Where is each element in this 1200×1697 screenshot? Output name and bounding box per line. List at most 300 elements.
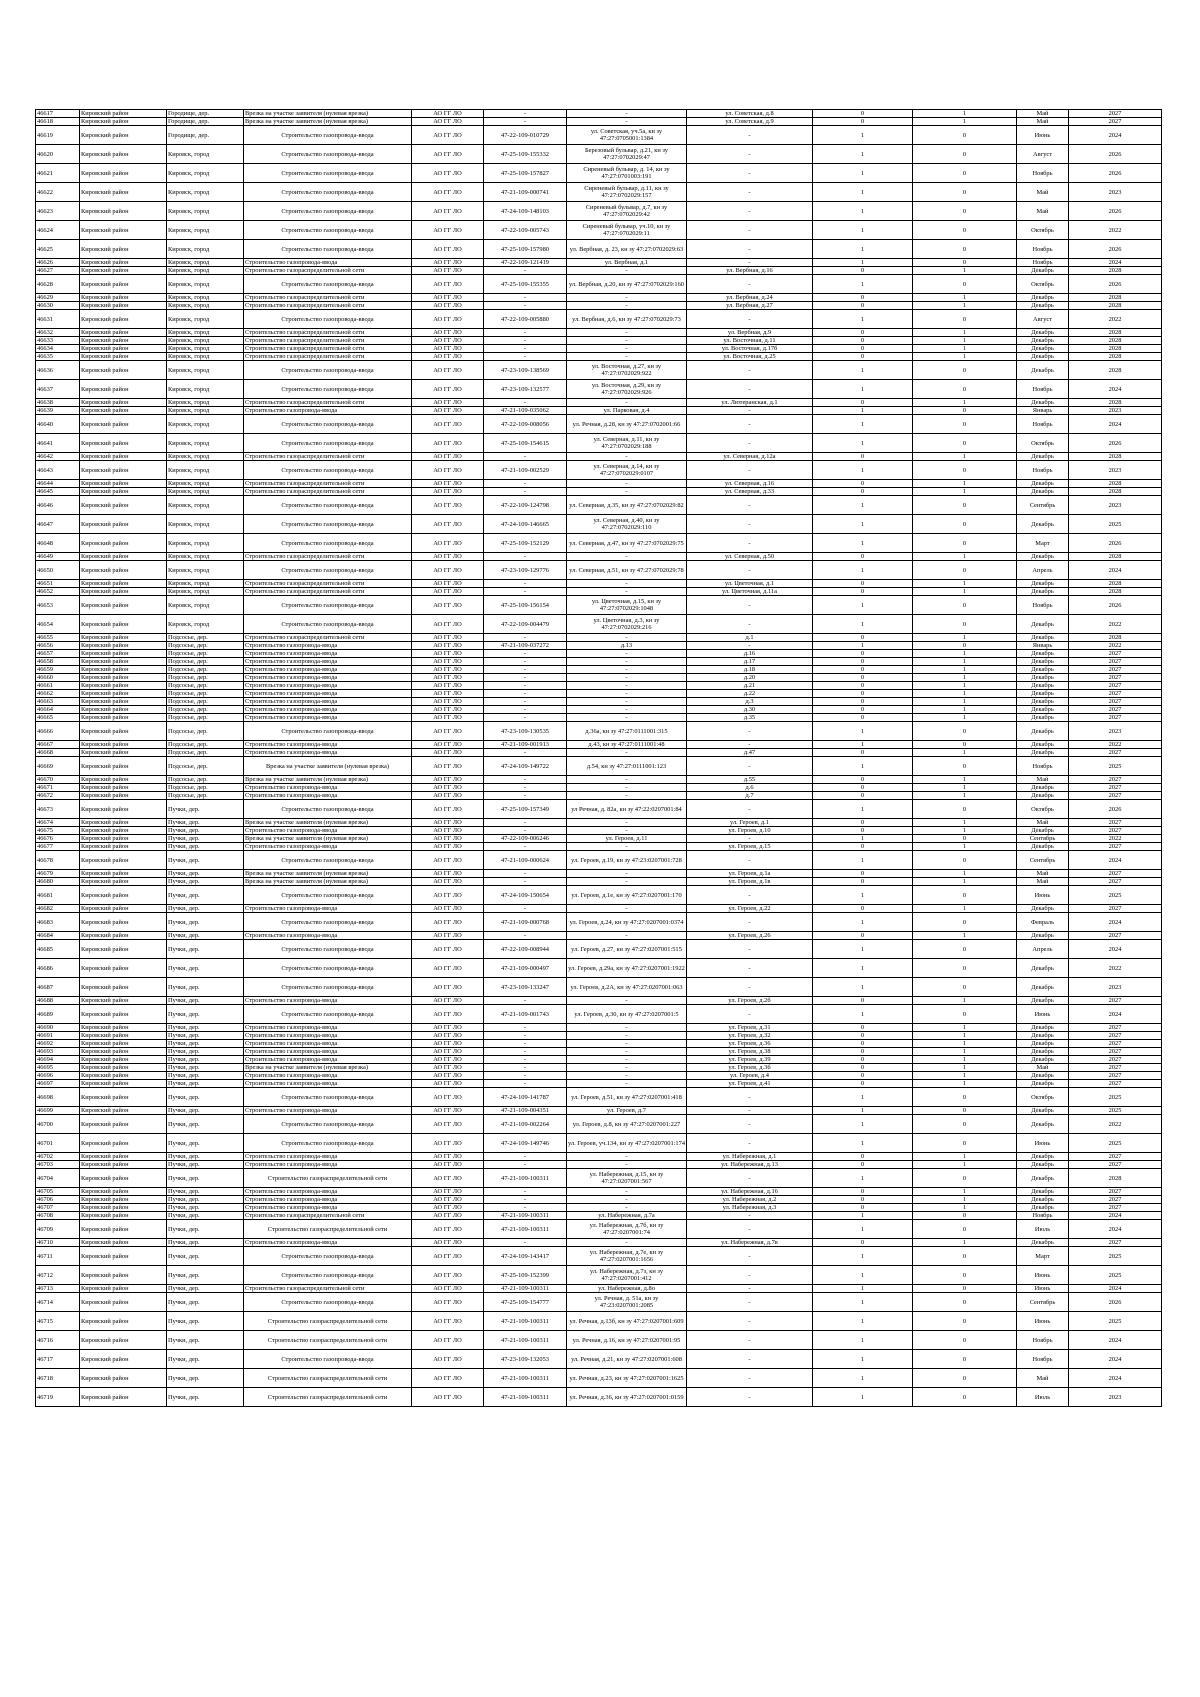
cell-street-address: - xyxy=(687,978,813,997)
cell-month: Май xyxy=(1017,819,1069,827)
cell-cadastral-address: ул. Героев, д.7 xyxy=(567,1107,687,1115)
cell-organization: АО ГГ ЛО xyxy=(412,959,484,978)
cell-organization: АО ГГ ЛО xyxy=(412,835,484,843)
cell-application-number: 47-24-109-150654 xyxy=(484,886,567,905)
cell-application-number: - xyxy=(484,1048,567,1056)
cell-locality: Кировск, город xyxy=(167,461,244,480)
cell-locality: Пучки, дер. xyxy=(167,827,244,835)
cell-locality: Подсосье, дер. xyxy=(167,792,244,800)
cell-count-a: 0 xyxy=(813,776,913,784)
cell-count-a: 1 xyxy=(813,642,913,650)
document-page xyxy=(35,109,1161,1407)
cell-count-a: 0 xyxy=(813,698,913,706)
cell-district: Кировский район xyxy=(80,415,167,434)
cell-count-b: 1 xyxy=(913,1032,1017,1040)
cell-work-type: Строительство газопровода-ввода xyxy=(244,275,412,294)
cell-organization: АО ГГ ЛО xyxy=(412,1188,484,1196)
cell-work-type: Строительство газопровода-ввода xyxy=(244,534,412,553)
cell-organization: АО ГГ ЛО xyxy=(412,380,484,399)
cell-count-a: 1 xyxy=(813,1220,913,1239)
cell-cadastral-address: ул. Героев, д.8, кн зу 47:27:0207001:227 xyxy=(567,1115,687,1134)
cell-year: 2027 xyxy=(1069,1040,1162,1048)
cell-work-type: Строительство газопровода-ввода xyxy=(244,1204,412,1212)
table-row xyxy=(36,932,1162,940)
cell-organization: АО ГГ ЛО xyxy=(412,596,484,615)
cell-count-b: 1 xyxy=(913,749,1017,757)
cell-organization: АО ГГ ЛО xyxy=(412,1032,484,1040)
cell-row-number: 46699 xyxy=(36,1107,80,1115)
cell-count-a: 1 xyxy=(813,1331,913,1350)
cell-count-a: 0 xyxy=(813,827,913,835)
cell-row-number: 46677 xyxy=(36,843,80,851)
cell-month: Апрель xyxy=(1017,561,1069,580)
cell-cadastral-address: ул. Набережная, д.7е, кн зу 47:27:0207001:1656 xyxy=(567,1247,687,1266)
cell-district: Кировский район xyxy=(80,275,167,294)
cell-month: Октябрь xyxy=(1017,800,1069,819)
cell-count-b: 0 xyxy=(913,1088,1017,1107)
cell-count-a: 0 xyxy=(813,1056,913,1064)
cell-organization: АО ГГ ЛО xyxy=(412,496,484,515)
table-row xyxy=(36,1024,1162,1032)
cell-application-number: 47-23-109-129776 xyxy=(484,561,567,580)
cell-work-type: Строительство газопровода-ввода xyxy=(244,1134,412,1153)
cell-cadastral-address: - xyxy=(567,353,687,361)
cell-count-a: 0 xyxy=(813,1080,913,1088)
cell-application-number: 47-22-109-121419 xyxy=(484,259,567,267)
cell-application-number: 47-25-109-154615 xyxy=(484,434,567,453)
cell-application-number: 47-21-109-000624 xyxy=(484,851,567,870)
table-row xyxy=(36,843,1162,851)
cell-street-address: - xyxy=(687,461,813,480)
cell-month: Декабрь xyxy=(1017,792,1069,800)
cell-locality: Пучки, дер. xyxy=(167,959,244,978)
cell-application-number: 47-24-109-148103 xyxy=(484,202,567,221)
cell-year: 2023 xyxy=(1069,407,1162,415)
cell-row-number: 46680 xyxy=(36,878,80,886)
cell-locality: Пучки, дер. xyxy=(167,1169,244,1188)
cell-locality: Пучки, дер. xyxy=(167,1293,244,1312)
cell-cadastral-address: - xyxy=(567,932,687,940)
cell-work-type: Строительство газопровода-ввода xyxy=(244,1040,412,1048)
cell-count-b: 1 xyxy=(913,1024,1017,1032)
cell-district: Кировский район xyxy=(80,1188,167,1196)
cell-count-b: 0 xyxy=(913,1005,1017,1024)
cell-count-a: 1 xyxy=(813,1107,913,1115)
cell-count-b: 1 xyxy=(913,706,1017,714)
cell-locality: Подсосье, дер. xyxy=(167,714,244,722)
cell-count-a: 0 xyxy=(813,553,913,561)
cell-work-type: Строительство газопровода-ввода xyxy=(244,650,412,658)
cell-street-address: ул. Советская, д.9 xyxy=(687,118,813,126)
cell-year: 2028 xyxy=(1069,361,1162,380)
cell-month: Декабрь xyxy=(1017,488,1069,496)
cell-organization: АО ГГ ЛО xyxy=(412,1293,484,1312)
cell-application-number: 47-23-109-130535 xyxy=(484,722,567,741)
cell-district: Кировский район xyxy=(80,674,167,682)
table-row xyxy=(36,1331,1162,1350)
cell-cadastral-address: - xyxy=(567,337,687,345)
cell-street-address: ул. Набережная, д.3 xyxy=(687,1204,813,1212)
cell-street-address: ул. Героев, д.3б xyxy=(687,1064,813,1072)
cell-count-b: 0 xyxy=(913,1331,1017,1350)
cell-street-address: - xyxy=(687,741,813,749)
table-row xyxy=(36,1064,1162,1072)
cell-month: Декабрь xyxy=(1017,959,1069,978)
cell-application-number: - xyxy=(484,1064,567,1072)
cell-year: 2025 xyxy=(1069,1312,1162,1331)
cell-locality: Пучки, дер. xyxy=(167,843,244,851)
cell-locality: Пучки, дер. xyxy=(167,997,244,1005)
cell-year: 2024 xyxy=(1069,940,1162,959)
cell-month: Декабрь xyxy=(1017,1153,1069,1161)
cell-work-type: Строительство газопровода-ввода xyxy=(244,706,412,714)
cell-organization: АО ГГ ЛО xyxy=(412,1134,484,1153)
cell-work-type: Строительство газораспределительной сети xyxy=(244,353,412,361)
cell-locality: Городище, дер. xyxy=(167,126,244,145)
cell-year: 2023 xyxy=(1069,978,1162,997)
table-row xyxy=(36,1072,1162,1080)
cell-street-address: ул. Набережная, д.13 xyxy=(687,1161,813,1169)
cell-locality: Кировск, город xyxy=(167,615,244,634)
table-row xyxy=(36,275,1162,294)
cell-year: 2027 xyxy=(1069,1153,1162,1161)
cell-locality: Подсосье, дер. xyxy=(167,722,244,741)
cell-application-number: - xyxy=(484,302,567,310)
cell-count-b: 0 xyxy=(913,275,1017,294)
cell-count-b: 0 xyxy=(913,741,1017,749)
cell-locality: Городище, дер. xyxy=(167,118,244,126)
table-row xyxy=(36,1169,1162,1188)
cell-district: Кировский район xyxy=(80,1056,167,1064)
cell-count-a: 1 xyxy=(813,959,913,978)
cell-count-b: 1 xyxy=(913,1064,1017,1072)
cell-locality: Кировск, город xyxy=(167,580,244,588)
cell-cadastral-address: ул. Вербная, д.6, кн зу 47:27:0702029:73 xyxy=(567,310,687,329)
cell-cadastral-address: - xyxy=(567,1196,687,1204)
cell-row-number: 46682 xyxy=(36,905,80,913)
cell-year: 2026 xyxy=(1069,1293,1162,1312)
cell-work-type: Врезка на участке заявителя (нулевая врезка) xyxy=(244,776,412,784)
cell-row-number: 46681 xyxy=(36,886,80,905)
cell-year: 2023 xyxy=(1069,461,1162,480)
cell-application-number: - xyxy=(484,932,567,940)
cell-district: Кировский район xyxy=(80,1064,167,1072)
cell-street-address: ул. Героев, д.1 xyxy=(687,819,813,827)
cell-application-number: 47-21-109-000497 xyxy=(484,959,567,978)
cell-locality: Пучки, дер. xyxy=(167,1285,244,1293)
cell-locality: Пучки, дер. xyxy=(167,1032,244,1040)
cell-application-number: - xyxy=(484,353,567,361)
cell-work-type: Строительство газопровода-ввода xyxy=(244,1072,412,1080)
cell-organization: АО ГГ ЛО xyxy=(412,310,484,329)
cell-street-address: ул. Героев, д.32 xyxy=(687,1032,813,1040)
cell-cadastral-address: - xyxy=(567,674,687,682)
cell-locality: Кировск, город xyxy=(167,399,244,407)
cell-street-address: д.17 xyxy=(687,658,813,666)
cell-street-address: ул. Героев, д.1в xyxy=(687,878,813,886)
cell-count-b: 1 xyxy=(913,1153,1017,1161)
cell-cadastral-address: - xyxy=(567,1204,687,1212)
cell-organization: АО ГГ ЛО xyxy=(412,722,484,741)
cell-cadastral-address: - xyxy=(567,827,687,835)
cell-row-number: 46617 xyxy=(36,110,80,118)
cell-row-number: 46694 xyxy=(36,1056,80,1064)
cell-street-address: - xyxy=(687,851,813,870)
cell-locality: Кировск, город xyxy=(167,329,244,337)
cell-cadastral-address: - xyxy=(567,784,687,792)
cell-count-b: 0 xyxy=(913,534,1017,553)
table-row xyxy=(36,183,1162,202)
cell-locality: Пучки, дер. xyxy=(167,1005,244,1024)
cell-month: Декабрь xyxy=(1017,1169,1069,1188)
table-row xyxy=(36,1107,1162,1115)
cell-year: 2022 xyxy=(1069,741,1162,749)
cell-year: 2025 xyxy=(1069,757,1162,776)
cell-district: Кировский район xyxy=(80,488,167,496)
cell-organization: АО ГГ ЛО xyxy=(412,1350,484,1369)
cell-work-type: Строительство газопровода-ввода xyxy=(244,1239,412,1247)
cell-month: Май xyxy=(1017,870,1069,878)
cell-year: 2027 xyxy=(1069,1080,1162,1088)
cell-district: Кировский район xyxy=(80,461,167,480)
cell-street-address: д.47 xyxy=(687,749,813,757)
table-row xyxy=(36,1350,1162,1369)
cell-work-type: Строительство газопровода-ввода xyxy=(244,741,412,749)
cell-count-a: 0 xyxy=(813,870,913,878)
cell-count-b: 1 xyxy=(913,1196,1017,1204)
cell-cadastral-address: ул. Набережная, д.7б, кн зу 47:27:0207001:74 xyxy=(567,1220,687,1239)
cell-street-address: - xyxy=(687,221,813,240)
cell-street-address: ул. Героев, д.10 xyxy=(687,827,813,835)
cell-work-type: Строительство газораспределительной сети xyxy=(244,399,412,407)
cell-year: 2028 xyxy=(1069,588,1162,596)
cell-street-address: ул. Героев, д.15 xyxy=(687,843,813,851)
cell-work-type: Строительство газопровода-ввода xyxy=(244,202,412,221)
cell-count-a: 0 xyxy=(813,997,913,1005)
cell-work-type: Строительство газопровода-ввода xyxy=(244,561,412,580)
table-row xyxy=(36,757,1162,776)
cell-row-number: 46652 xyxy=(36,588,80,596)
cell-application-number: 47-22-109-005743 xyxy=(484,221,567,240)
cell-district: Кировский район xyxy=(80,1212,167,1220)
cell-row-number: 46659 xyxy=(36,666,80,674)
cell-application-number: 47-21-109-100311 xyxy=(484,1212,567,1220)
cell-count-a: 0 xyxy=(813,488,913,496)
cell-count-a: 1 xyxy=(813,722,913,741)
cell-organization: АО ГГ ЛО xyxy=(412,488,484,496)
cell-count-a: 0 xyxy=(813,1204,913,1212)
cell-application-number: 47-22-109-124798 xyxy=(484,496,567,515)
cell-district: Кировский район xyxy=(80,1388,167,1407)
cell-organization: АО ГГ ЛО xyxy=(412,294,484,302)
cell-organization: АО ГГ ЛО xyxy=(412,1115,484,1134)
cell-count-a: 0 xyxy=(813,749,913,757)
cell-row-number: 46627 xyxy=(36,267,80,275)
cell-district: Кировский район xyxy=(80,515,167,534)
cell-count-a: 0 xyxy=(813,634,913,642)
cell-year: 2027 xyxy=(1069,666,1162,674)
cell-count-b: 0 xyxy=(913,183,1017,202)
cell-work-type: Строительство газопровода-ввода xyxy=(244,682,412,690)
cell-row-number: 46650 xyxy=(36,561,80,580)
cell-year: 2027 xyxy=(1069,706,1162,714)
cell-district: Кировский район xyxy=(80,145,167,164)
cell-count-a: 1 xyxy=(813,1169,913,1188)
table-row xyxy=(36,588,1162,596)
cell-work-type: Строительство газопровода-ввода xyxy=(244,1247,412,1266)
cell-month: Декабрь xyxy=(1017,588,1069,596)
cell-count-b: 1 xyxy=(913,1080,1017,1088)
cell-locality: Пучки, дер. xyxy=(167,1388,244,1407)
cell-street-address: - xyxy=(687,1266,813,1285)
cell-cadastral-address: ул. Вербная, д.1 xyxy=(567,259,687,267)
cell-application-number: 47-21-109-002529 xyxy=(484,461,567,480)
cell-street-address: - xyxy=(687,310,813,329)
table-row xyxy=(36,1239,1162,1247)
cell-organization: АО ГГ ЛО xyxy=(412,353,484,361)
cell-cadastral-address: - xyxy=(567,1040,687,1048)
cell-district: Кировский район xyxy=(80,757,167,776)
cell-count-a: 0 xyxy=(813,302,913,310)
cell-organization: АО ГГ ЛО xyxy=(412,461,484,480)
cell-year: 2028 xyxy=(1069,580,1162,588)
cell-application-number: 47-21-109-001743 xyxy=(484,1005,567,1024)
cell-cadastral-address: ул. Северная, д.51, кн зу 47:27:0702029:78 xyxy=(567,561,687,580)
cell-count-b: 0 xyxy=(913,415,1017,434)
cell-count-b: 1 xyxy=(913,345,1017,353)
cell-cadastral-address: - xyxy=(567,714,687,722)
cell-work-type: Строительство газораспределительной сети xyxy=(244,488,412,496)
table-row xyxy=(36,259,1162,267)
cell-work-type: Строительство газопровода-ввода xyxy=(244,1048,412,1056)
cell-locality: Пучки, дер. xyxy=(167,1247,244,1266)
cell-application-number: 47-21-109-000741 xyxy=(484,183,567,202)
table-body xyxy=(36,110,1162,1407)
cell-work-type: Строительство газопровода-ввода xyxy=(244,714,412,722)
cell-year: 2028 xyxy=(1069,267,1162,275)
cell-application-number: - xyxy=(484,118,567,126)
cell-street-address: д.22 xyxy=(687,690,813,698)
cell-year: 2027 xyxy=(1069,827,1162,835)
cell-month: Декабрь xyxy=(1017,741,1069,749)
cell-street-address: - xyxy=(687,561,813,580)
cell-organization: АО ГГ ЛО xyxy=(412,800,484,819)
cell-street-address: ул. Набережная, д.1 xyxy=(687,1153,813,1161)
cell-locality: Подсосье, дер. xyxy=(167,757,244,776)
cell-district: Кировский район xyxy=(80,1239,167,1247)
cell-count-a: 1 xyxy=(813,126,913,145)
cell-count-a: 1 xyxy=(813,534,913,553)
cell-month: Март xyxy=(1017,534,1069,553)
cell-count-b: 0 xyxy=(913,1212,1017,1220)
cell-row-number: 46702 xyxy=(36,1153,80,1161)
cell-street-address: - xyxy=(687,434,813,453)
cell-street-address: - xyxy=(687,1285,813,1293)
cell-row-number: 46666 xyxy=(36,722,80,741)
cell-row-number: 46687 xyxy=(36,978,80,997)
cell-row-number: 46664 xyxy=(36,706,80,714)
cell-work-type: Строительство газораспределительной сети xyxy=(244,1331,412,1350)
cell-street-address: ул. Лютеранская, д.1 xyxy=(687,399,813,407)
cell-work-type: Строительство газораспределительной сети xyxy=(244,453,412,461)
cell-cadastral-address: ул. Героев, д.30, кн зу 47:27:0207001:5 xyxy=(567,1005,687,1024)
cell-count-b: 0 xyxy=(913,835,1017,843)
cell-row-number: 46628 xyxy=(36,275,80,294)
cell-row-number: 46657 xyxy=(36,650,80,658)
cell-organization: АО ГГ ЛО xyxy=(412,183,484,202)
cell-district: Кировский район xyxy=(80,302,167,310)
cell-locality: Пучки, дер. xyxy=(167,878,244,886)
cell-street-address: ул. Северная, д.50 xyxy=(687,553,813,561)
cell-cadastral-address: ул. Восточная, д.29, кн зу 47:27:0702029:926 xyxy=(567,380,687,399)
cell-work-type: Строительство газопровода-ввода xyxy=(244,240,412,259)
cell-street-address: - xyxy=(687,407,813,415)
cell-street-address: - xyxy=(687,1388,813,1407)
cell-application-number: 47-21-109-100311 xyxy=(484,1369,567,1388)
cell-work-type: Врезка на участке заявителя (нулевая врезка) xyxy=(244,118,412,126)
cell-application-number: - xyxy=(484,329,567,337)
cell-locality: Пучки, дер. xyxy=(167,1153,244,1161)
cell-count-b: 1 xyxy=(913,302,1017,310)
cell-work-type: Строительство газопровода-ввода xyxy=(244,1188,412,1196)
cell-row-number: 46679 xyxy=(36,870,80,878)
cell-month: Июнь xyxy=(1017,1266,1069,1285)
cell-count-b: 0 xyxy=(913,851,1017,870)
cell-organization: АО ГГ ЛО xyxy=(412,1331,484,1350)
cell-application-number: 47-25-109-154777 xyxy=(484,1293,567,1312)
cell-work-type: Строительство газопровода-ввода xyxy=(244,1153,412,1161)
cell-work-type: Строительство газопровода-ввода xyxy=(244,978,412,997)
cell-count-b: 0 xyxy=(913,1134,1017,1153)
cell-row-number: 46629 xyxy=(36,294,80,302)
cell-count-b: 1 xyxy=(913,714,1017,722)
cell-work-type: Строительство газопровода-ввода xyxy=(244,959,412,978)
cell-year: 2024 xyxy=(1069,126,1162,145)
cell-year: 2027 xyxy=(1069,1048,1162,1056)
cell-count-a: 0 xyxy=(813,399,913,407)
cell-year: 2027 xyxy=(1069,1239,1162,1247)
cell-locality: Кировск, город xyxy=(167,310,244,329)
cell-application-number: - xyxy=(484,819,567,827)
cell-district: Кировский район xyxy=(80,110,167,118)
cell-district: Кировский район xyxy=(80,1040,167,1048)
cell-organization: АО ГГ ЛО xyxy=(412,1161,484,1169)
cell-cadastral-address: ул. Героев, д.11 xyxy=(567,835,687,843)
cell-month: Ноябрь xyxy=(1017,1331,1069,1350)
cell-locality: Пучки, дер. xyxy=(167,1266,244,1285)
cell-row-number: 46644 xyxy=(36,480,80,488)
cell-work-type: Строительство газопровода-ввода xyxy=(244,690,412,698)
cell-work-type: Строительство газопровода-ввода xyxy=(244,1107,412,1115)
cell-work-type: Строительство газопровода-ввода xyxy=(244,1056,412,1064)
cell-locality: Пучки, дер. xyxy=(167,1115,244,1134)
cell-row-number: 46630 xyxy=(36,302,80,310)
cell-month: Май xyxy=(1017,183,1069,202)
cell-district: Кировский район xyxy=(80,642,167,650)
cell-district: Кировский район xyxy=(80,835,167,843)
cell-year: 2027 xyxy=(1069,997,1162,1005)
cell-street-address: ул. Советская, д.8 xyxy=(687,110,813,118)
cell-application-number: 47-21-109-100311 xyxy=(484,1220,567,1239)
cell-month: Июнь xyxy=(1017,1134,1069,1153)
cell-district: Кировский район xyxy=(80,1247,167,1266)
cell-district: Кировский район xyxy=(80,1266,167,1285)
cell-locality: Подсосье, дер. xyxy=(167,749,244,757)
cell-work-type: Строительство газопровода-ввода xyxy=(244,415,412,434)
cell-organization: АО ГГ ЛО xyxy=(412,886,484,905)
cell-application-number: - xyxy=(484,698,567,706)
table-row xyxy=(36,1369,1162,1388)
